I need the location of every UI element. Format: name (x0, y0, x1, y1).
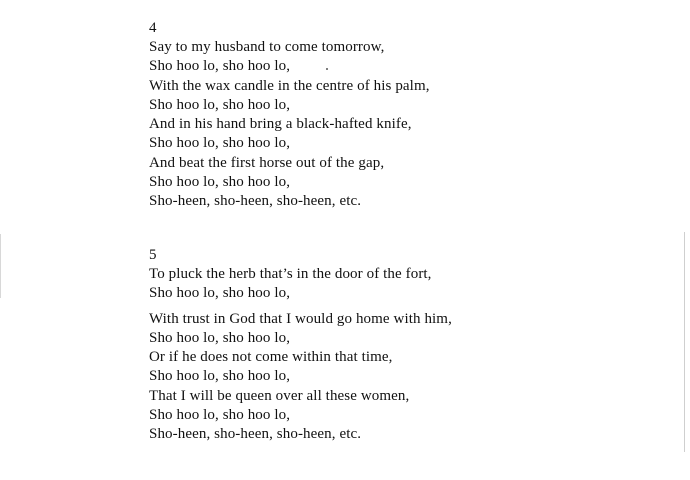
stanza-5 (149, 246, 452, 445)
refrain-line: Sho hoo lo, sho hoo lo, (149, 174, 291, 191)
refrain-line: Sho hoo lo, sho hoo lo, (149, 58, 291, 75)
closing-line: Sho-heen, sho-heen, sho-heen, etc. (149, 426, 362, 443)
stanza-4 (149, 19, 430, 212)
verse-line: That I will be queen over all these women, (149, 387, 410, 404)
scan-edge-right (684, 232, 685, 452)
refrain-line: Sho hoo lo, sho hoo lo, (149, 135, 291, 152)
verse-line: Or if he does not come within that time, (149, 349, 393, 366)
verse-line: With trust in God that I would go home with him, (149, 310, 452, 327)
refrain-line: Sho hoo lo, sho hoo lo, (149, 96, 291, 113)
refrain-line: Sho hoo lo, sho hoo lo, (149, 285, 291, 302)
scan-edge-left (0, 234, 1, 298)
verse-line: And beat the first horse out of the gap, (149, 154, 385, 171)
stanza-number: 5 (149, 247, 157, 263)
refrain-line: Sho hoo lo, sho hoo lo, (149, 368, 291, 385)
stanza-number: 4 (149, 20, 157, 36)
refrain-line: Sho hoo lo, sho hoo lo, (149, 329, 291, 346)
verse-line: And in his hand bring a black-hafted knife, (149, 116, 412, 133)
refrain-line: Sho hoo lo, sho hoo lo, (149, 407, 291, 424)
closing-line: Sho-heen, sho-heen, sho-heen, etc. (149, 193, 362, 210)
verse-line: Say to my husband to come tomorrow, (149, 39, 385, 55)
verse-line: With the wax candle in the centre of his palm, (149, 77, 430, 94)
verse-line: To pluck the herb that’s in the door of the fort, (149, 266, 432, 282)
